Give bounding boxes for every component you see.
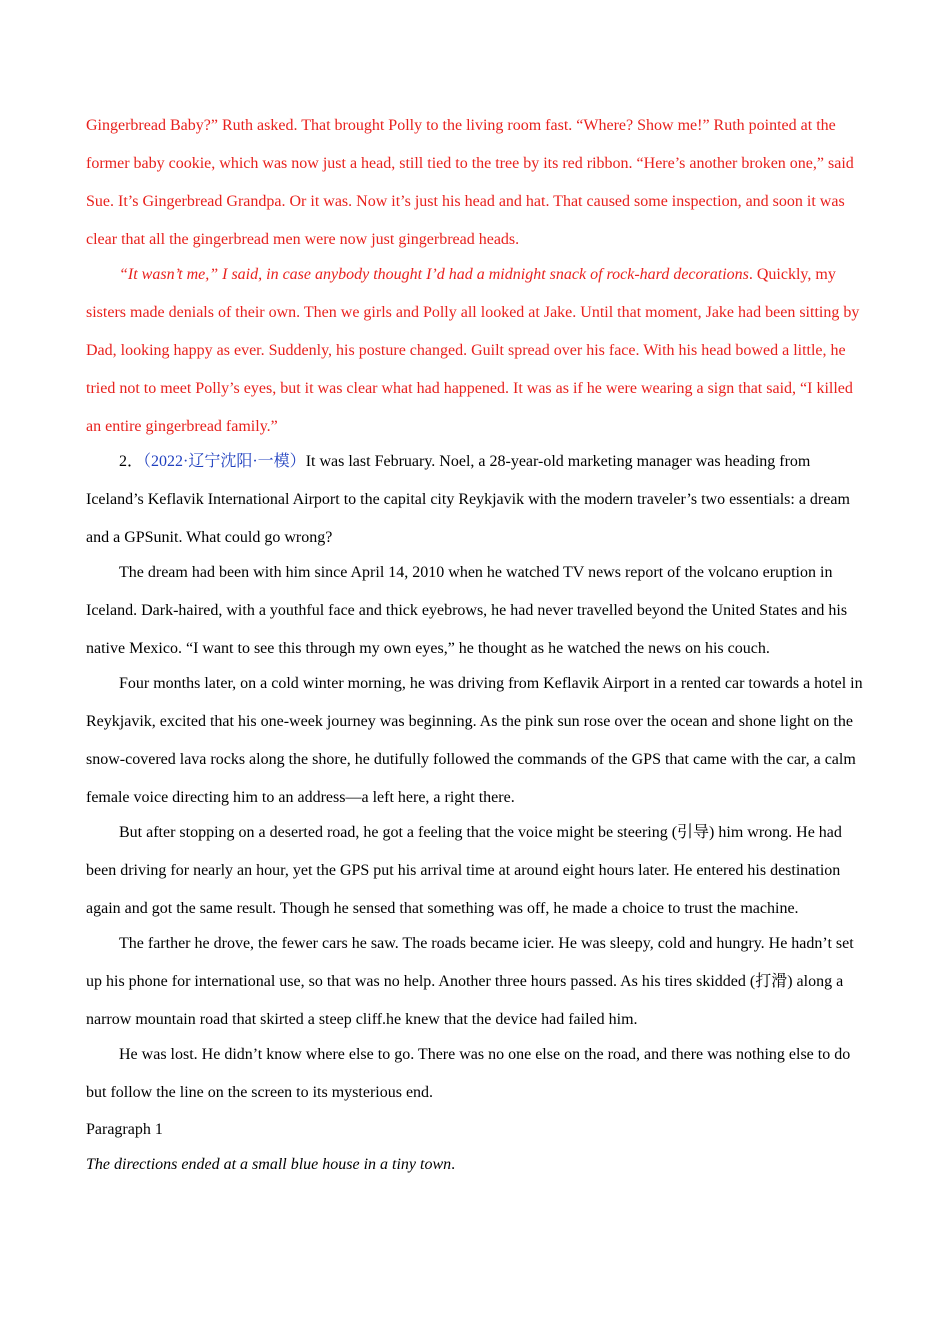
answer-italic-quote: “It wasn’t me,” I said, in case anybody thought I’d had a midnight snack of rock-hard decorations (119, 266, 749, 283)
story-paragraph-3: But after stopping on a deserted road, he got a feeling that the voice might be steering (引导) him wrong. He had been driving for nearly an hour, yet the GPS put his arrival time at around eight hours later. He entered his destination again and got the same result. Though he sensed that something was off, he made a choice to trust the machine. (86, 824, 842, 917)
continuation-prompt-end: . (451, 1156, 456, 1173)
paragraph-label: Paragraph 1 (86, 1121, 163, 1138)
document-page (86, 107, 866, 1182)
story-paragraph-2: Four months later, on a cold winter morning, he was driving from Keflavik Airport in a rented car towards a hotel in Reykjavik, excited that his one-week journey was beginning. As the pink sun rose over the ocean and shone light on the snow-covered lava rocks along the shore, he dutifully followed the commands of the GPS that came with the car, a calm female voice directing him to an address—a left here, a right there. (86, 675, 863, 806)
story-paragraph-5: He was lost. He didn’t know where else to go. There was no one else on the road, and there was nothing else to do but follow the line on the screen to its mysterious end. (86, 1046, 851, 1101)
question-source-tag: （2022·辽宁沈阳·一模） (143, 453, 306, 470)
question-number: 2． (119, 453, 144, 470)
story-paragraph-4: The farther he drove, the fewer cars he saw. The roads became icier. He was sleepy, cold and hungry. He hadn’t set up his phone for international use, so that was no help. Another three hours passed. As his tires skidded (打滑) along a narrow mountain road that skirted a steep cliff.he knew that the device had failed him. (86, 935, 854, 1028)
question-2-intro (86, 443, 866, 557)
continuation-prompt-text: The directions ended at a small blue house in a tiny town (86, 1156, 452, 1173)
answer-paragraph-2-rest: . Quickly, my sisters made denials of their own. Then we girls and Polly all looked at Jake. Until that moment, Jake had been sitting by Dad, looking happy as ever. Suddenly, his posture changed. Guilt spread over his face. With his head bowed a little, he tried not to meet Polly’s eyes, but it was clear what had happened. It was as if he were wearing a sign that said, “I killed an entire gingerbread family.” (86, 266, 860, 435)
question-intro-text: It was last February. Noel, a 28-year-old marketing manager was heading from Iceland’s Keflavik International Airport to the capital city Reykjavik with the modern traveler’s two essentials: a dream and a GPSunit. What could go wrong? (86, 453, 850, 546)
answer-paragraph-2 (86, 256, 866, 446)
answer-paragraph-1: Gingerbread Baby?” Ruth asked. That brought Polly to the living room fast. “Where? Show me!” Ruth pointed at the former baby cookie, which was now just a head, still tied to the tree by its red ribbon. “Here’s another broken one,” said Sue. It’s Gingerbread Grandpa. Or it was. Now it’s just his head and hat. That caused some inspection, and soon it was clear that all the gingerbread men were now just gingerbread heads. (86, 117, 854, 248)
continuation-prompt (86, 1147, 866, 1182)
story-paragraph-1: The dream had been with him since April 14, 2010 when he watched TV news report of the volcano eruption in Iceland. Dark-haired, with a youthful face and thick eyebrows, he had never travelled beyond the United States and his native Mexico. “I want to see this through my own eyes,” he thought as he watched the news on his couch. (86, 564, 848, 657)
